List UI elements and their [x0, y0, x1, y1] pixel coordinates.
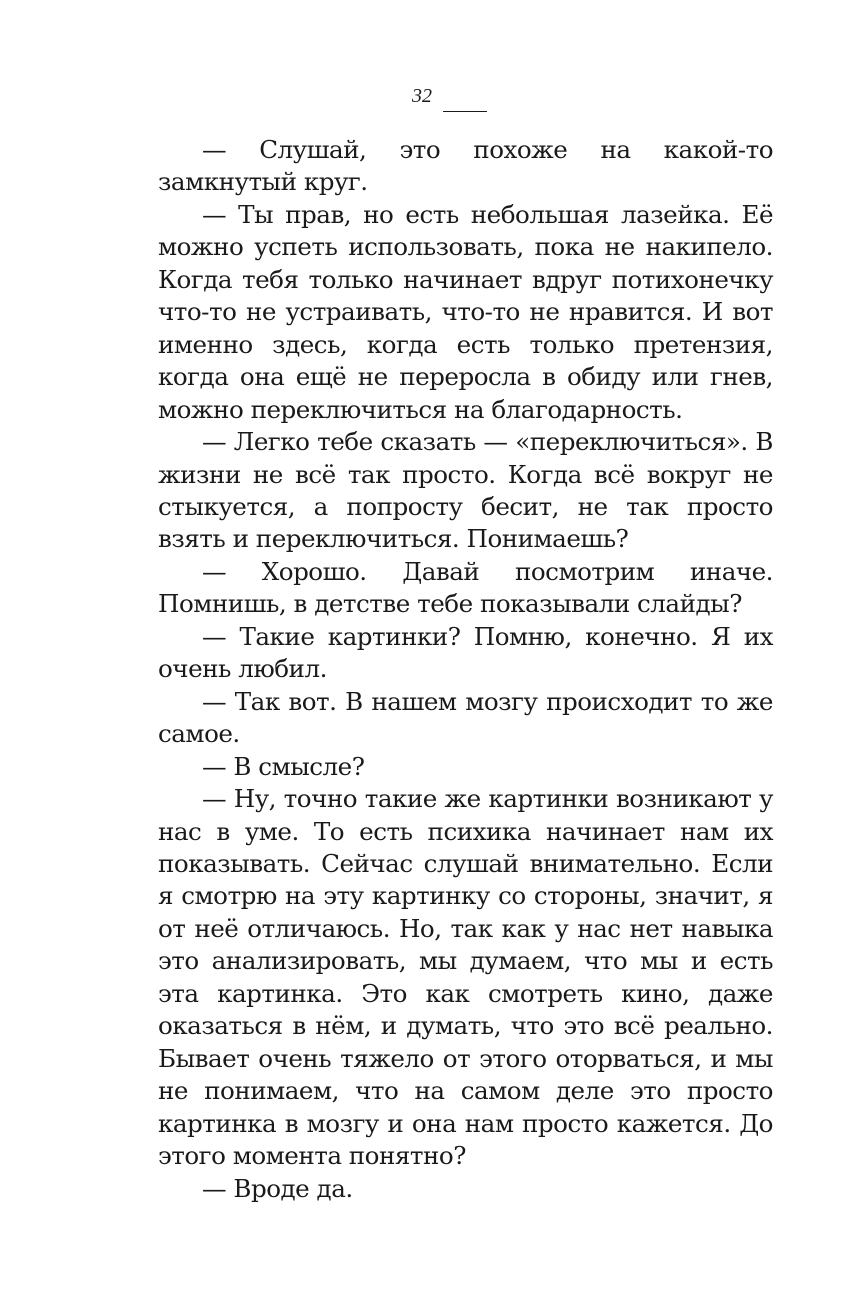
paragraph: — Такие картинки? Помню, конечно. Я их очень любил.: [158, 621, 773, 684]
paragraph: — Слушай, это похоже на какой-то замкнутый круг.: [158, 135, 773, 197]
paragraph: — Ну, точно такие же картинки возникают у нас в уме. То есть психика начинает нам их показывать. Сейчас слушай внимательно. Если я смотрю на эту картинку со стороны, значит, я от неё отличаюсь. Но, так как у нас нет навыка это анализировать, мы думаем, что мы и есть эта картинка. Это как смотреть кино, даже оказаться в нём, и думать, что это всё реально. Бывает очень тяжело от этого оторваться, и мы не понимаем, что на самом деле это просто картинка в мозгу и она нам просто кажется. До этого момента понятно?: [158, 784, 773, 1171]
paragraph: — В смысле?: [202, 751, 365, 781]
body-text: [158, 134, 773, 1205]
page-number-rule: [443, 111, 487, 112]
paragraph: — Ты прав, но есть небольшая лазейка. Её можно успеть использовать, пока не накипело. Когда тебя только начинает вдруг потихонечку что-то не устраивать, что-то не нравится. И вот именно здесь, когда есть только претензия, когда она ещё не переросла в обиду или гнев, можно переключиться на благодарность.: [158, 199, 773, 424]
paragraph: — Легко тебе сказать — «переключиться». В жизни не всё так просто. Когда всё вокруг не стыкуется, а попросту бесит, не так просто взять и переключиться. Понимаешь?: [158, 427, 773, 554]
paragraph: — Хорошо. Давай посмотрим иначе. Помнишь, в детстве тебе показывали слайды?: [158, 556, 773, 619]
paragraph: — Так вот. В нашем мозгу происходит то же самое.: [158, 686, 773, 749]
paragraph: — Вроде да.: [202, 1173, 353, 1203]
page-number: 32: [412, 85, 432, 107]
